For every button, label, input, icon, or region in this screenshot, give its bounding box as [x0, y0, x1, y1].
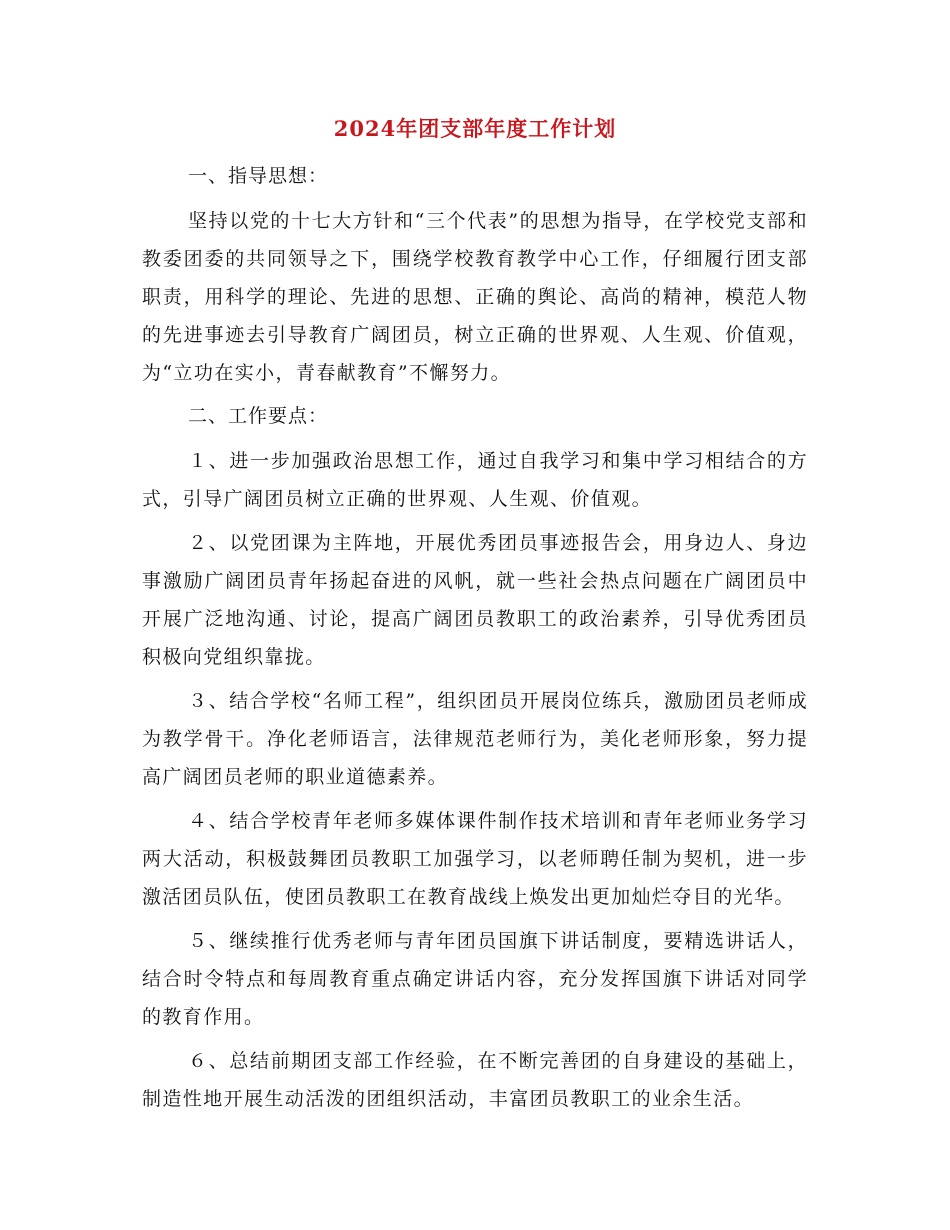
work-point-4: ４、结合学校青年老师多媒体课件制作技术培训和青年老师业务学习两大活动，积极鼓舞团员教职工加强学习，以老师聘任制为契机，进一步激活团员队伍，使团员教职工在教育战线上焕发出更加灿烂夺目的光华。 [142, 810, 808, 908]
work-point-1: １、进一步加强政治思想工作，通过自我学习和集中学习相结合的方式，引导广阔团员树立正确的世界观、人生观、价值观。 [142, 450, 808, 510]
section-paragraph-guiding-ideology: 坚持以党的十七大方针和“三个代表”的思想为指导，在学校党支部和教委团委的共同领导之下，围绕学校教育教学中心工作，仔细履行团支部职责，用科学的理论、先进的思想、正确的舆论、高尚的精神，模范人物的先进事迹去引导教育广阔团员，树立正确的世界观、人生观、价值观，为“立功在实小，青春献教育”不懈努力。 [142, 210, 808, 384]
document-body [142, 158, 808, 1124]
work-point-3: ３、结合学校“名师工程”，组织团员开展岗位练兵，激励团员老师成为教学骨干。净化老师语言，法律规范老师行为，美化老师形象，努力提高广阔团员老师的职业道德素养。 [142, 690, 808, 788]
section-heading-work-points: 二、工作要点： [188, 405, 329, 427]
document-title: 2024年团支部年度工作计划 [333, 116, 617, 141]
work-point-2: ２、以党团课为主阵地，开展优秀团员事迹报告会，用身边人、身边事激励广阔团员青年扬起奋进的风帆，就一些社会热点问题在广阔团员中开展广泛地沟通、讨论，提高广阔团员教职工的政治素养，引导优秀团员积极向党组织靠拢。 [142, 532, 808, 668]
work-point-6: ６、总结前期团支部工作经验，在不断完善团的自身建设的基础上，制造性地开展生动活泼的团组织活动，丰富团员教职工的业余生活。 [142, 1050, 808, 1110]
section-heading-guiding-ideology: 一、指导思想： [188, 165, 329, 187]
work-point-5: ５、继续推行优秀老师与青年团员国旗下讲话制度，要精选讲话人，结合时令特点和每周教育重点确定讲话内容，充分发挥国旗下讲话对同学的教育作用。 [142, 930, 808, 1028]
